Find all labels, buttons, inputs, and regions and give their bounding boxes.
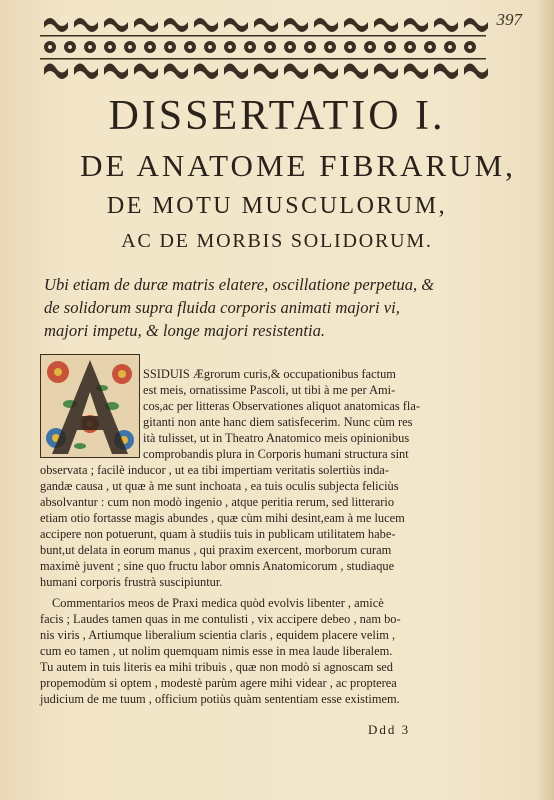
body-line: accipere non potuerunt, quam à studiis tuis in publicam utilitatem habe- <box>40 527 396 541</box>
subtitle-line: de solidorum supra fluida corporis animati majori vi, <box>44 298 400 317</box>
body-line: comprobandis plura in Corporis humani structura sint <box>143 447 409 461</box>
body-line: SSIDUIS Ægrorum curis,& occupationibus factum <box>143 367 396 381</box>
body-line: nis viris , Artiumque liberalium scientia claris , equidem placere velim , <box>40 628 396 642</box>
body-line: gitanti non ante hanc diem satisfecerim. Nunc cùm res <box>143 415 413 429</box>
dissertation-title: DISSERTATIO I. <box>108 93 446 139</box>
body-line: cum eo tamen , ut nolim quemquam nimis esse in mea laude liberalem. <box>40 644 393 658</box>
page-edge-shadow <box>536 0 554 800</box>
body-line: maximè juvent ; sine quo fructu labor omnis Anatomicorum , studiaque <box>40 559 395 573</box>
page-number: 397 <box>496 10 522 29</box>
body-line: judicium de me tuum , officium potiùs quàm sententiam esse existimem. <box>40 692 400 706</box>
decorated-initial-icon <box>40 354 140 458</box>
body-line: Tu autem in tuis literis ea mihi tribuis , quæ non modò si agnoscam sed <box>40 660 393 674</box>
body-line: est meis, ornatissime Pascoli, ut tibi à me per Ami- <box>143 383 396 397</box>
body-line: bunt,ut delata in eorum manus , qui praxim exercent, morborum curam <box>40 543 392 557</box>
title-line-motu: DE MOTU MUSCULORUM, <box>106 193 448 219</box>
body-line: cos,ac per litteras Observationes aliquot anatomicas fla- <box>143 399 420 413</box>
body-line: gandæ causa , ut quæ à me sunt inchoata , ea tuis oculis subjecta feliciùs <box>40 479 399 493</box>
subtitle-line: Ubi etiam de duræ matris elatere, oscillatione perpetua, & <box>44 275 435 294</box>
title-line-morbis: AC DE MORBIS SOLIDORUM. <box>121 230 433 252</box>
body-line: propemodùm si optem , modestè parùm agere mihi videar , ac propterea <box>40 676 397 690</box>
body-line: Commentarios meos de Praxi medica quòd evolvis libenter , amicè <box>52 596 384 610</box>
subtitle-line: majori impetu, & longe majori resistentia. <box>44 321 326 340</box>
body-line: absolvantur : cum non modò ingenio , atque peritia rerum, sed litterario <box>40 495 395 509</box>
body-line: ità tulisset, ut in Theatro Anatomico meis opinionibus <box>143 431 410 445</box>
body-line: etiam otio fortasse magis abundes , quæ cùm mihi desint,eam à me lucem <box>40 511 405 525</box>
body-line: observata ; facilè inducor , ut ea tibi impertiam veritatis solertiùs inda- <box>40 463 389 477</box>
body-line: humani corporis frustrà suscipiuntur. <box>40 575 223 589</box>
body-line: facis ; Laudes tamen quas in me contulisti , vix accipere debeo , nam bo- <box>40 612 401 626</box>
catchword-signature: Ddd 3 <box>368 722 411 737</box>
title-line-anatome: DE ANATOME FIBRARUM, <box>80 148 516 183</box>
ornamental-headpiece <box>40 14 492 84</box>
italic-subtitle <box>44 273 494 342</box>
